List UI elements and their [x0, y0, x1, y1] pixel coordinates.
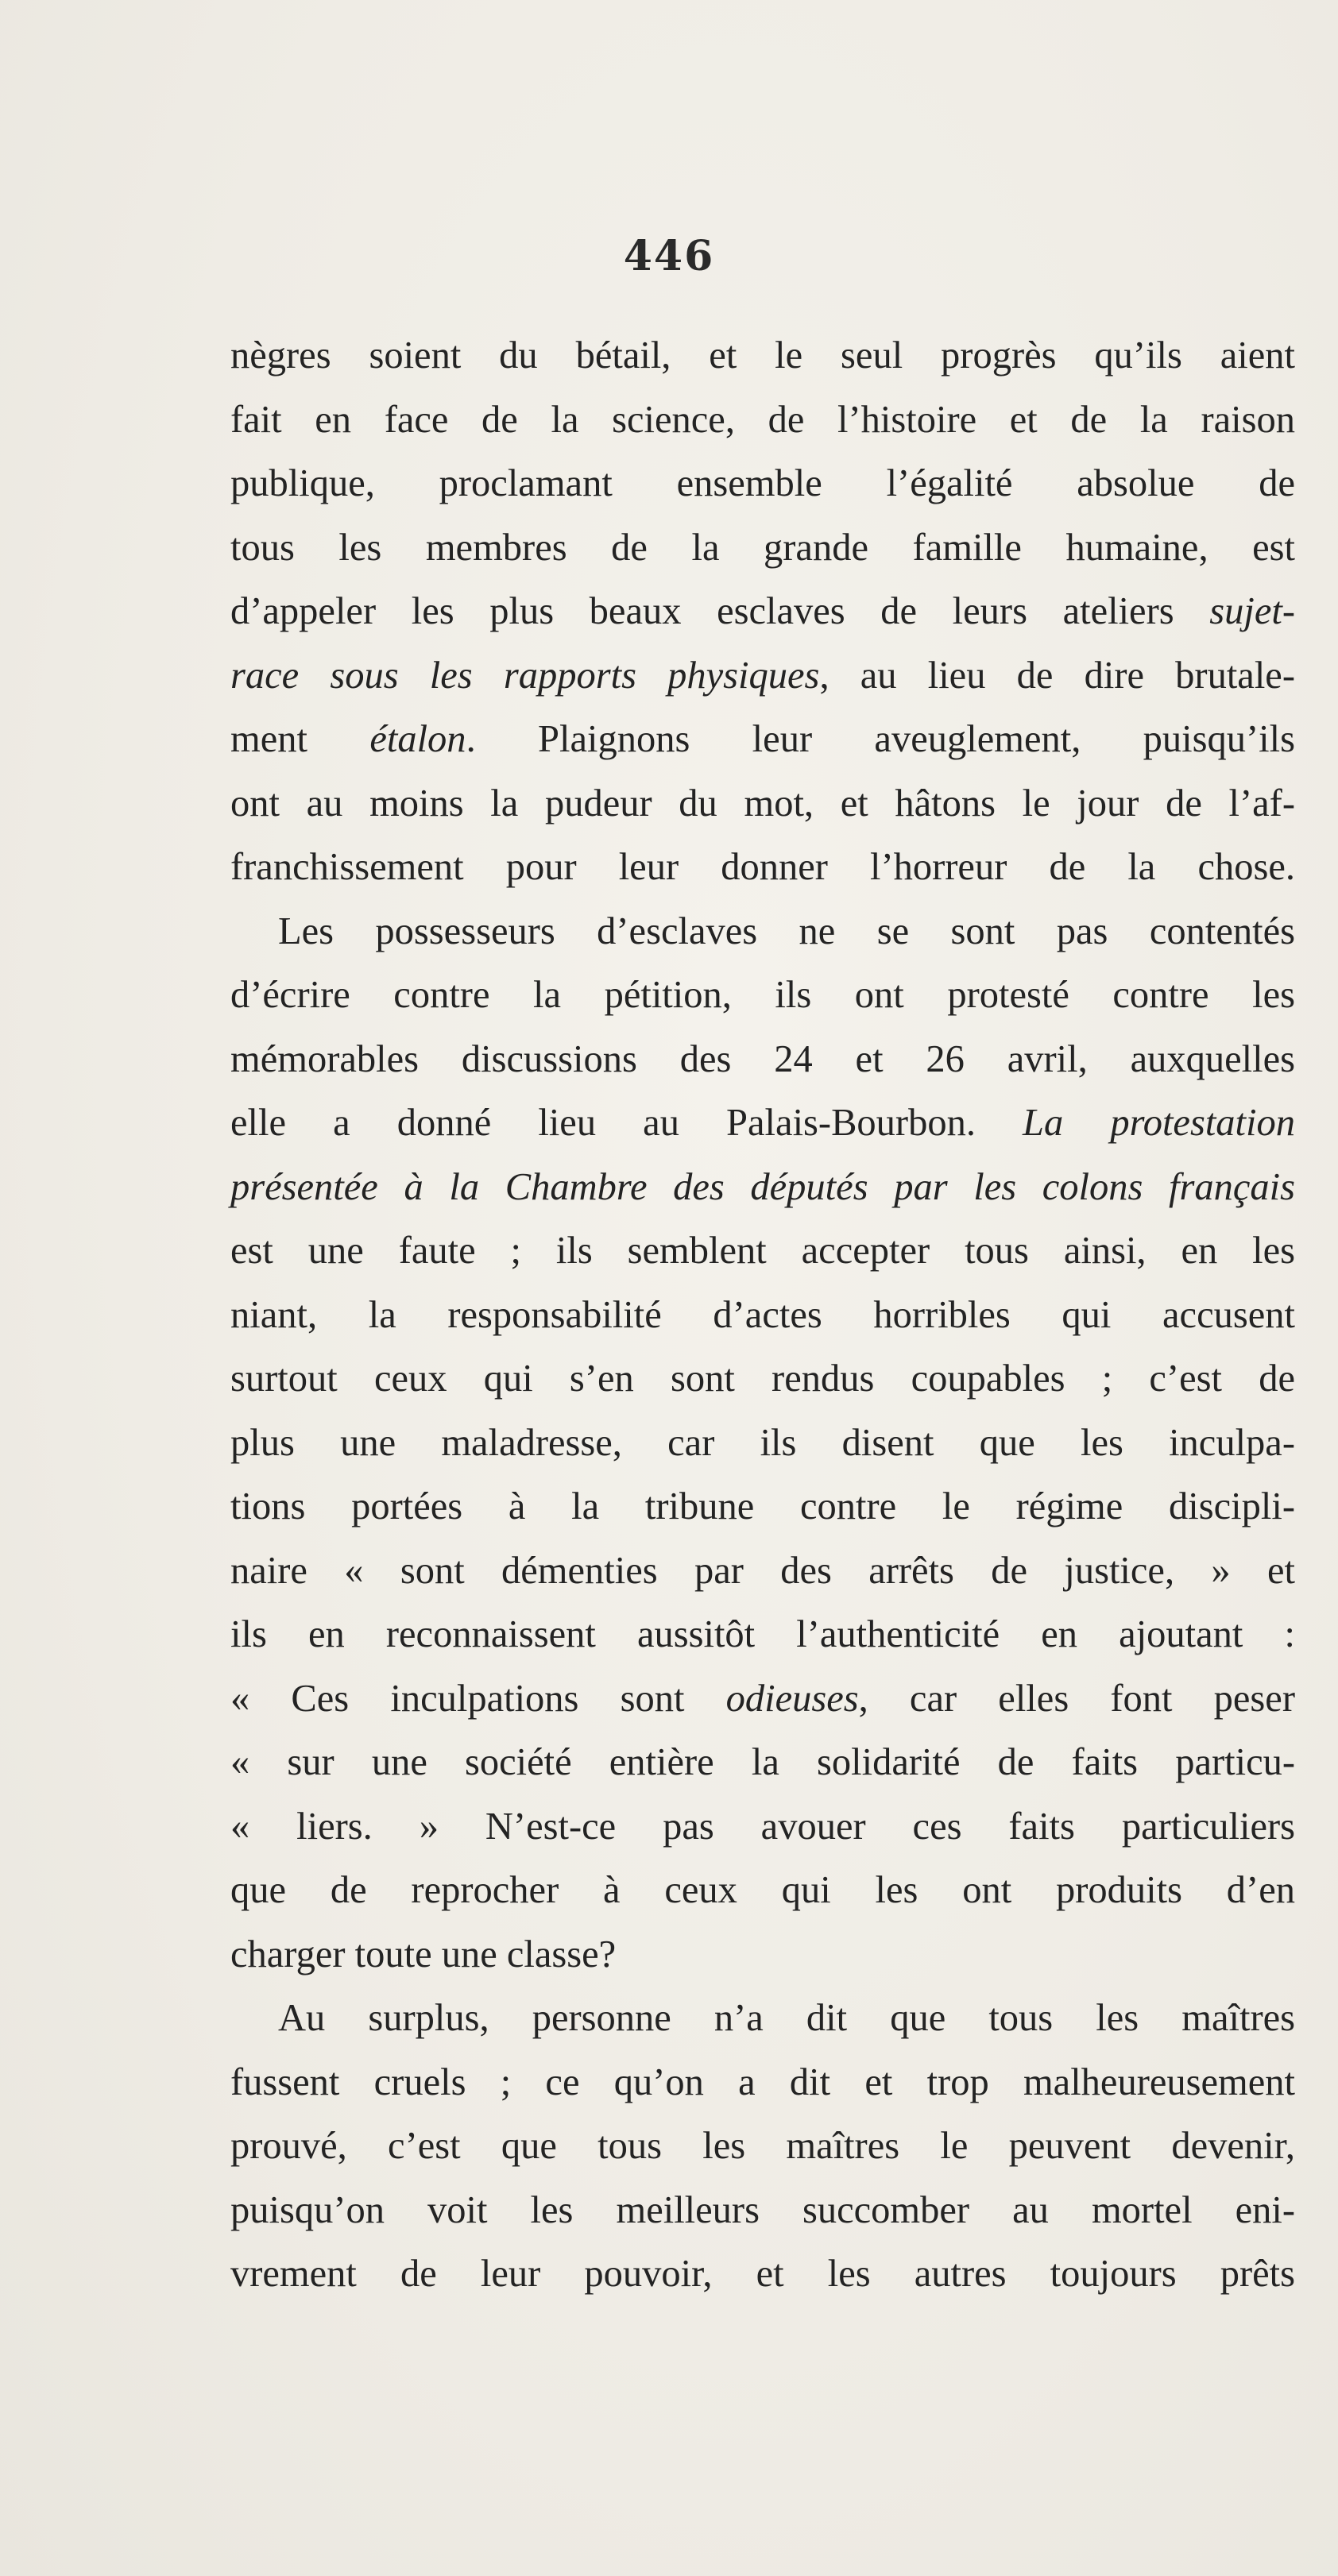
- text-segment: puisqu’on voit les meilleurs succomber au mortel eni-: [230, 2188, 1295, 2231]
- text-segment: tions portées à la tribune contre le régime discipli-: [230, 1485, 1295, 1527]
- text-segment: niant, la responsabilité d’actes horribles qui accusent: [230, 1293, 1295, 1336]
- text-line: [230, 772, 1295, 836]
- text-segment: charger toute une classe?: [230, 1933, 617, 1975]
- text-line: [230, 1539, 1295, 1604]
- text-segment: ment: [230, 718, 370, 760]
- text-line: [230, 1731, 1295, 1795]
- text-segment: « sur une société entière la solidarité de faits particu-: [230, 1741, 1295, 1783]
- text-segment: « liers. » N’est-ce pas avouer ces faits particuliers: [230, 1805, 1295, 1848]
- text-line: [230, 580, 1295, 644]
- text-line: [230, 1923, 1295, 1987]
- text-line: [230, 1412, 1295, 1476]
- text-segment: d’écrire contre la pétition, ils ont protesté contre les: [230, 974, 1295, 1016]
- text-line: [230, 1475, 1295, 1539]
- text-line: [230, 452, 1295, 516]
- text-segment: naire « sont démenties par des arrêts de justice, » et: [230, 1549, 1295, 1592]
- italic-text: odieuses: [725, 1677, 859, 1720]
- text-line: [230, 644, 1295, 709]
- text-line: [230, 836, 1295, 900]
- text-line: [230, 388, 1295, 453]
- text-segment: franchissement pour leur donner l’horreur de la chose.: [230, 846, 1295, 888]
- text-line: [230, 1028, 1295, 1092]
- text-segment: . Plaignons leur aveuglement, puisqu’ils: [466, 718, 1295, 760]
- text-segment: , au lieu de dire brutale-: [819, 654, 1295, 697]
- text-line: [230, 516, 1295, 581]
- text-line: [230, 1091, 1295, 1156]
- text-line: [230, 1284, 1295, 1348]
- text-line: [230, 1347, 1295, 1412]
- text-line: [230, 2179, 1295, 2243]
- text-line: [230, 2242, 1295, 2307]
- text-segment: fussent cruels ; ce qu’on a dit et trop malheureusement: [230, 2060, 1295, 2103]
- text-segment: Les possesseurs d’esclaves ne se sont pas contentés: [278, 910, 1295, 952]
- text-segment: surtout ceux qui s’en sont rendus coupables ; c’est de: [230, 1358, 1295, 1400]
- text-line: [230, 1667, 1295, 1732]
- text-line: [230, 2114, 1295, 2179]
- italic-text: sujet-: [1209, 590, 1295, 632]
- text-segment: plus une maladresse, car ils disent que les inculpa-: [230, 1421, 1295, 1464]
- text-segment: ils en reconnaissent aussitôt l’authenticité en ajoutant :: [230, 1613, 1295, 1655]
- text-line: [230, 708, 1295, 772]
- text-segment: que de reprocher à ceux qui les ont produits d’en: [230, 1869, 1295, 1911]
- page-number: 446: [623, 232, 715, 280]
- text-segment: mémorables discussions des 24 et 26 avril, auxquelles: [230, 1037, 1295, 1080]
- text-segment: ont au moins la pudeur du mot, et hâtons le jour de l’af-: [230, 782, 1295, 825]
- text-line: [230, 1603, 1295, 1667]
- text-segment: « Ces inculpations sont: [230, 1677, 726, 1720]
- text-segment: , car elles font peser: [858, 1677, 1295, 1720]
- text-segment: prouvé, c’est que tous les maîtres le peuvent devenir,: [230, 2125, 1295, 2167]
- text-line: [230, 1219, 1295, 1284]
- italic-text: présentée à la Chambre des députés par les colons français: [230, 1165, 1295, 1208]
- text-segment: publique, proclamant ensemble l’égalité absolue de: [230, 462, 1295, 504]
- text-line: [230, 1156, 1295, 1220]
- text-segment: est une faute ; ils semblent accepter tous ainsi, en les: [230, 1230, 1295, 1272]
- text-line: [230, 900, 1295, 964]
- text-line: [230, 1987, 1295, 2051]
- italic-text: étalon: [369, 718, 466, 760]
- text-line: [230, 1795, 1295, 1860]
- text-line: [230, 2051, 1295, 2115]
- text-segment: d’appeler les plus beaux esclaves de leurs ateliers: [230, 590, 1210, 632]
- italic-text: La protestation: [1023, 1102, 1295, 1144]
- body-text: [230, 324, 1295, 2307]
- text-line: [230, 324, 1295, 388]
- text-segment: elle a donné lieu au Palais-Bourbon.: [230, 1102, 1023, 1144]
- text-segment: fait en face de la science, de l’histoire et de la raison: [230, 398, 1295, 441]
- text-line: [230, 1859, 1295, 1923]
- italic-text: race sous les rapports physiques: [230, 654, 820, 697]
- text-segment: Au surplus, personne n’a dit que tous les maîtres: [278, 1997, 1295, 2039]
- text-segment: tous les membres de la grande famille humaine, est: [230, 526, 1295, 569]
- text-line: [230, 964, 1295, 1028]
- text-segment: vrement de leur pouvoir, et les autres toujours prêts: [230, 2253, 1295, 2295]
- text-segment: nègres soient du bétail, et le seul progrès qu’ils aient: [230, 334, 1295, 377]
